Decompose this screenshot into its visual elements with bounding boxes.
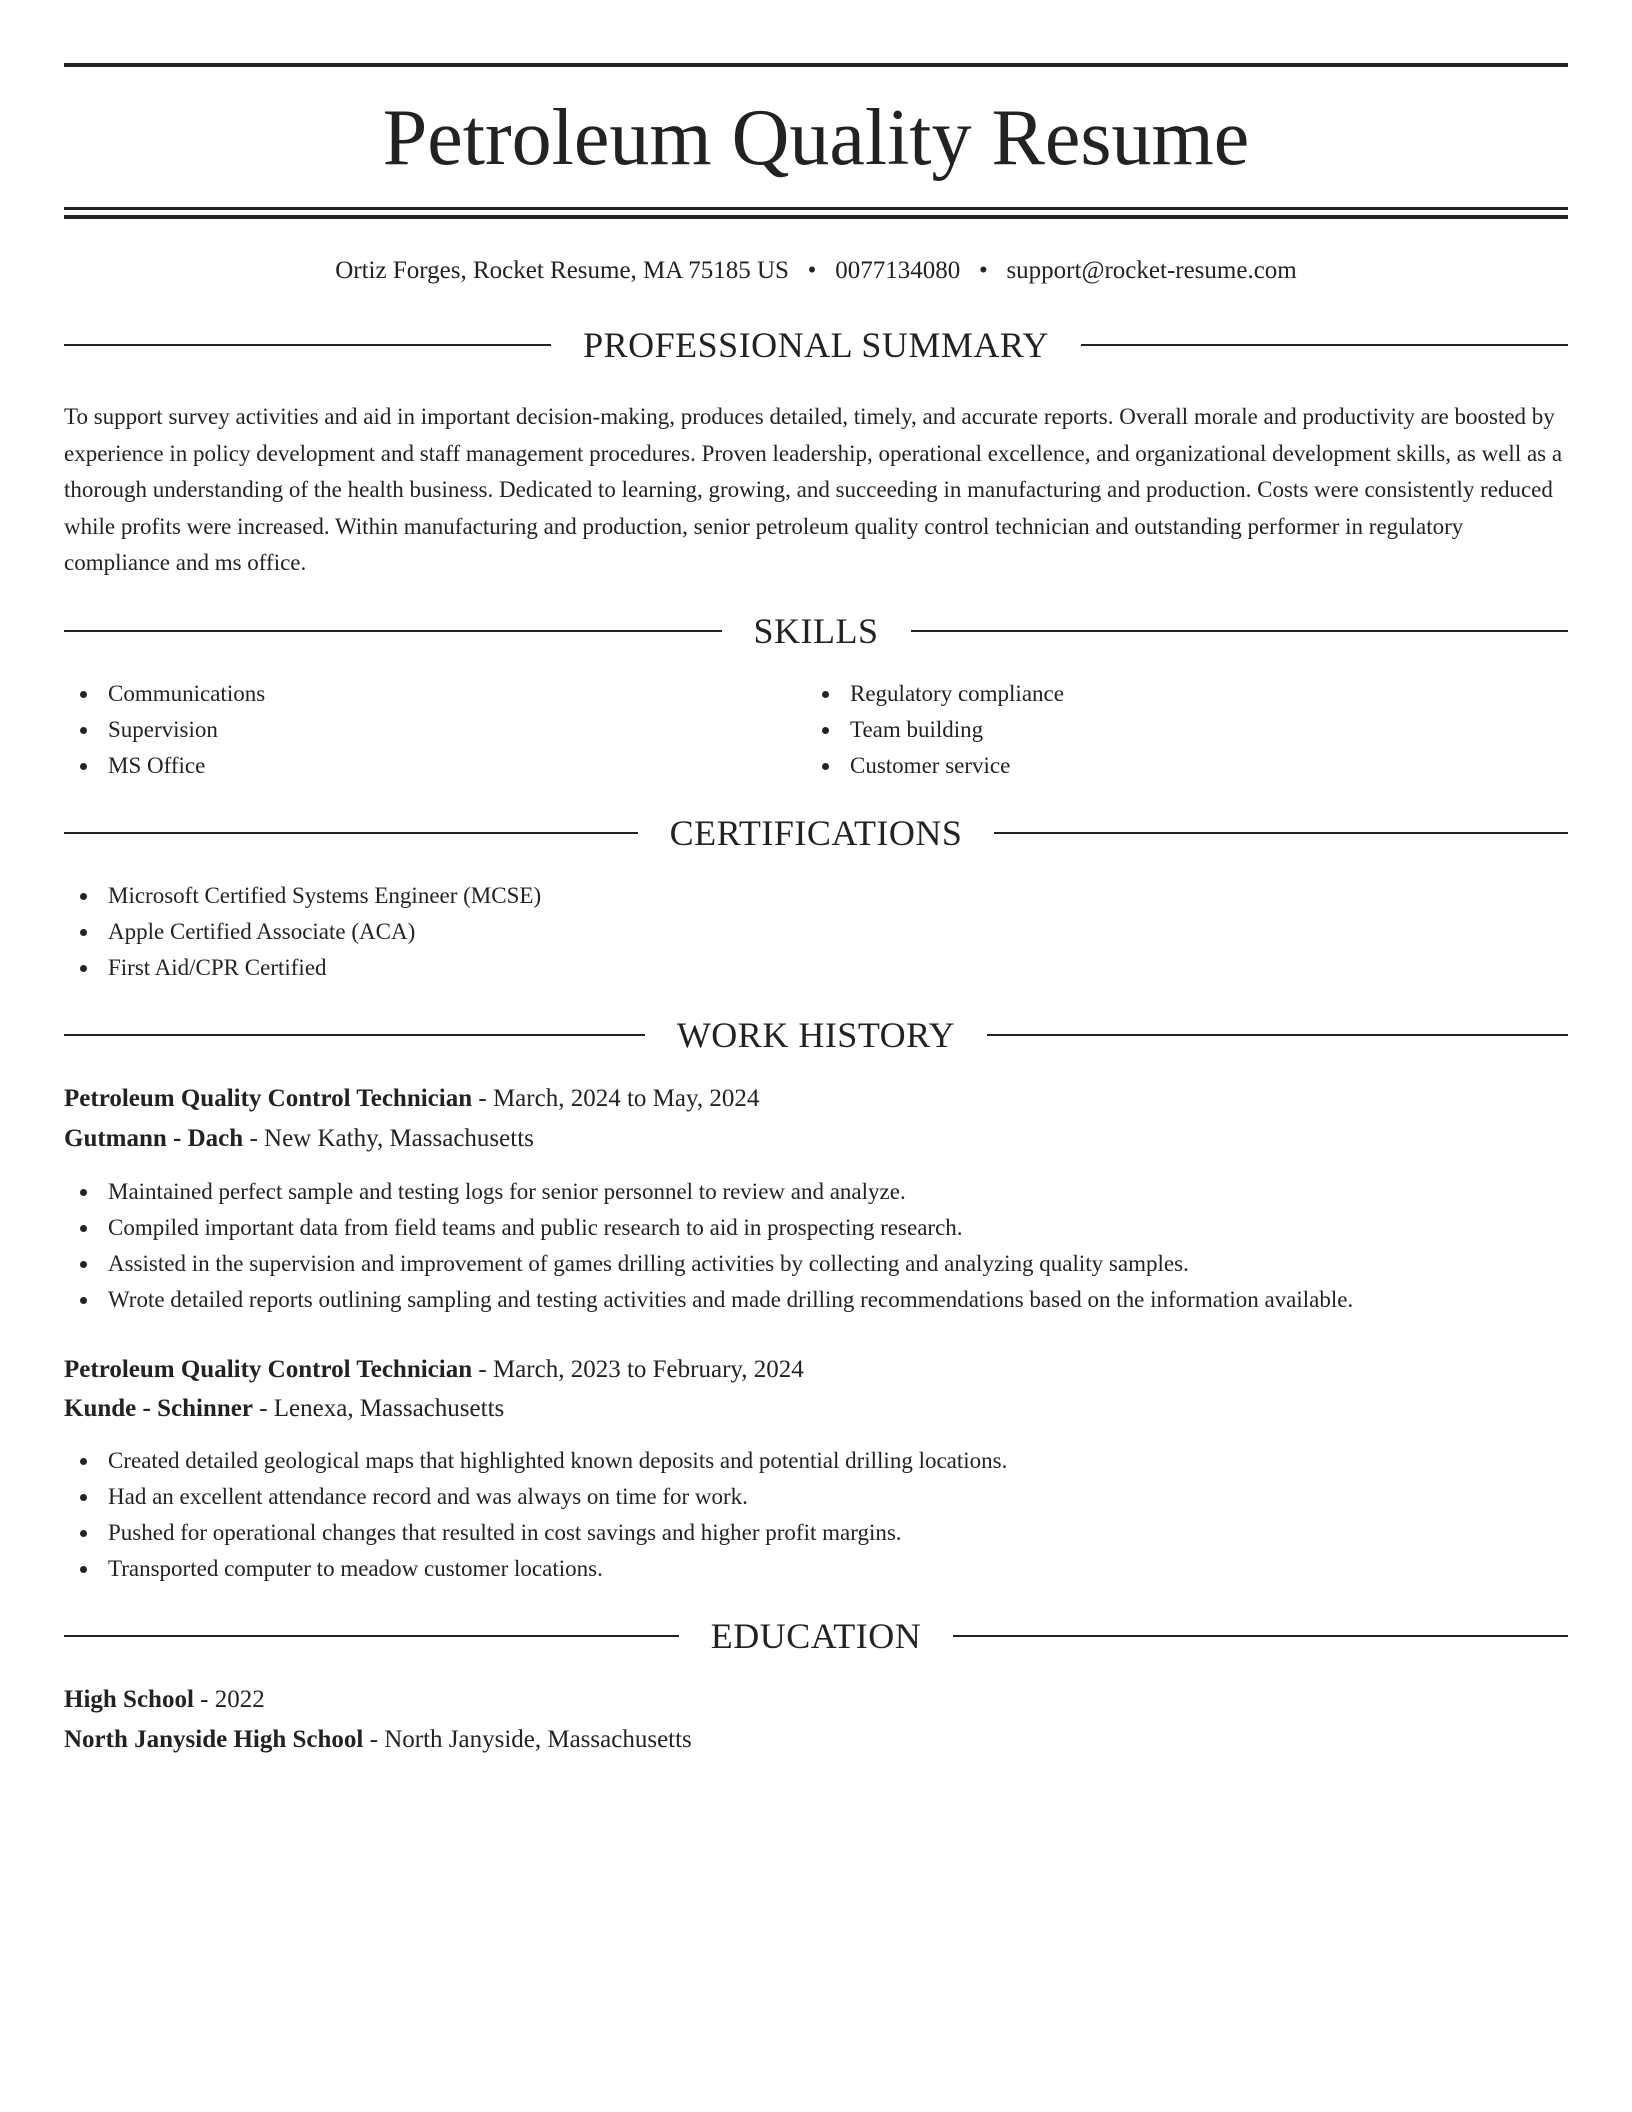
summary-text: To support survey activities and aid in important decision-making, produces detailed, timely, and accurate reports. Overall morale and productivity are boosted by experience in policy development and staff management procedures. Proven leadership, operational excellence, and organizational development skills, as well as a thorough understanding of the health business. Dedicated to learning, growing, and succeeding in manufacturing and production. Costs were consistently reduced while profits were increased. Within manufacturing and production, senior petroleum quality control technician and outstanding performer in regulatory compliance and ms office. (64, 404, 1563, 575)
section-heading-work-history (64, 1013, 1568, 1057)
job-bullet: Wrote detailed reports outlining sampling and testing activities and made drilling recommendations based on the information available. (64, 1282, 1568, 1318)
page-title: Petroleum Quality Resume (382, 94, 1250, 182)
education-degree: High School (64, 1686, 194, 1713)
certification-item: Microsoft Certified Systems Engineer (MCSE) (64, 878, 1568, 914)
section-heading-summary (64, 323, 1568, 367)
job-title-line: Petroleum Quality Control Technician - March, 2023 to February, 2024 (64, 1356, 804, 1383)
job-title: Petroleum Quality Control Technician (64, 1356, 473, 1383)
separator-dot: • (978, 257, 988, 284)
heading-rule-left (64, 1034, 645, 1036)
separator-dot: • (807, 257, 817, 284)
skill-item: Regulatory compliance (806, 676, 1506, 712)
certification-item: First Aid/CPR Certified (64, 950, 1568, 986)
section-heading-certifications (64, 811, 1568, 855)
skill-item: Communications (64, 676, 764, 712)
certification-item: Apple Certified Associate (ACA) (64, 914, 1568, 950)
job-company: Kunde - Schinner (64, 1395, 253, 1422)
top-rule (64, 63, 1568, 67)
skill-item: Customer service (806, 748, 1506, 784)
heading-rule-right (987, 1034, 1568, 1036)
contact-line (64, 254, 1568, 288)
skill-item: MS Office (64, 748, 764, 784)
heading-rule-left (64, 1635, 679, 1637)
education-school: North Janyside High School (64, 1726, 364, 1753)
education-location: North Janyside, Massachusetts (384, 1726, 692, 1753)
job-title: Petroleum Quality Control Technician (64, 1085, 473, 1112)
job-bullet: Compiled important data from field teams and public research to aid in prospecting research. (64, 1210, 1568, 1246)
job-bullet: Maintained perfect sample and testing logs for senior personnel to review and analyze. (64, 1174, 1568, 1210)
section-title: PROFESSIONAL SUMMARY (583, 325, 1049, 365)
contact-phone: 0077134080 (835, 257, 961, 284)
skill-item: Supervision (64, 712, 764, 748)
education-degree-line: High School - 2022 (64, 1686, 265, 1713)
skills-list-right (806, 676, 1506, 784)
heading-rule-left (64, 344, 551, 346)
section-title: WORK HISTORY (676, 1015, 956, 1055)
job-bullets (64, 1174, 1568, 1318)
heading-rule-right (994, 832, 1568, 834)
job-location: Lenexa, Massachusetts (273, 1395, 505, 1422)
education-school-line: North Janyside High School - North Janyside, Massachusetts (64, 1726, 692, 1753)
heading-rule-left (64, 832, 638, 834)
job-company-line: Kunde - Schinner - Lenexa, Massachusetts (64, 1395, 505, 1422)
skills-list-left (64, 676, 764, 784)
section-heading-education (64, 1614, 1568, 1658)
job-bullet: Pushed for operational changes that resulted in cost savings and higher profit margins. (64, 1515, 1568, 1551)
contact-address: Ortiz Forges, Rocket Resume, MA 75185 US (335, 257, 789, 284)
job-dates: March, 2023 to February, 2024 (492, 1356, 804, 1383)
section-heading-skills (64, 609, 1568, 653)
heading-rule-right (911, 630, 1569, 632)
job-company-line: Gutmann - Dach - New Kathy, Massachusetts (64, 1125, 534, 1152)
job-bullet: Created detailed geological maps that highlighted known deposits and potential drilling locations. (64, 1443, 1568, 1479)
job-bullet: Transported computer to meadow customer locations. (64, 1551, 1568, 1587)
heading-rule-right (953, 1635, 1568, 1637)
skill-item: Team building (806, 712, 1506, 748)
heading-rule-left (64, 630, 722, 632)
job-dates: March, 2024 to May, 2024 (492, 1085, 760, 1112)
section-title: CERTIFICATIONS (669, 813, 963, 853)
education-year: 2022 (214, 1686, 265, 1713)
certifications-list (64, 878, 1568, 986)
title-double-rule (64, 207, 1568, 219)
job-title-line: Petroleum Quality Control Technician - March, 2024 to May, 2024 (64, 1085, 760, 1112)
heading-rule-right (1081, 344, 1568, 346)
section-title: SKILLS (753, 611, 879, 651)
section-title: EDUCATION (710, 1616, 922, 1656)
job-company: Gutmann - Dach (64, 1125, 244, 1152)
job-bullet: Had an excellent attendance record and was always on time for work. (64, 1479, 1568, 1515)
job-bullet: Assisted in the supervision and improvement of games drilling activities by collecting and analyzing quality samples. (64, 1246, 1568, 1282)
job-bullets (64, 1443, 1568, 1587)
job-location: New Kathy, Massachusetts (264, 1125, 534, 1152)
contact-email: support@rocket-resume.com (1006, 257, 1297, 284)
